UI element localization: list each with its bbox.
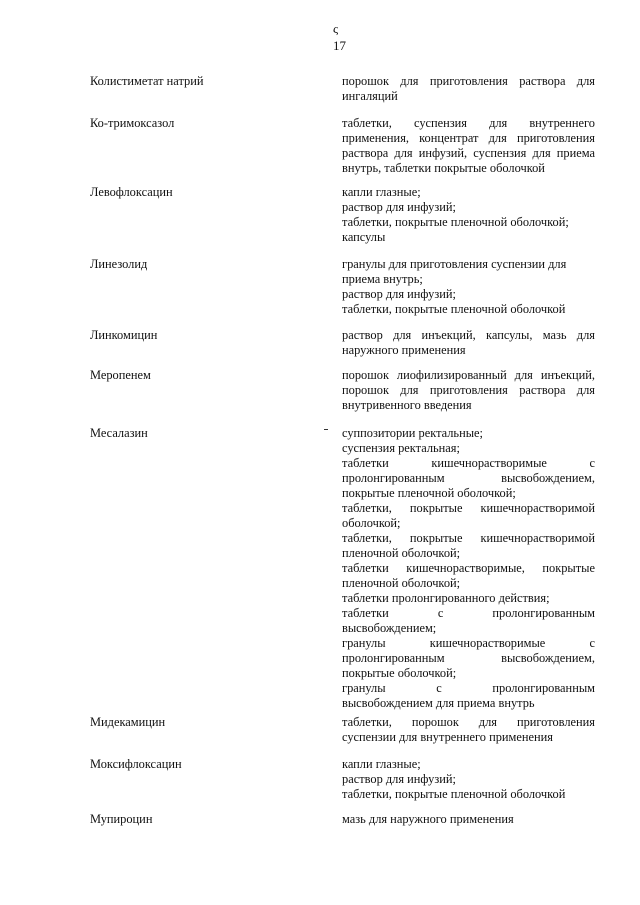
dosage-form-line: суспензии для внутреннего применения: [342, 730, 553, 744]
dosage-forms: [342, 757, 595, 802]
dosage-forms: [342, 715, 595, 745]
dosage-form-line: таблетки пролонгированного действия;: [342, 591, 550, 605]
dosage-form-line: внутрь, таблетки покрытые оболочкой: [342, 161, 545, 175]
dosage-forms: [342, 185, 595, 245]
dosage-form-line: таблетки, покрытые кишечнорастворимой: [342, 501, 595, 515]
dosage-form-line: порошок для приготовления раствора для: [342, 74, 595, 88]
drug-name: Левофлоксацин: [90, 185, 173, 199]
dosage-form-line: таблетки, покрытые пленочной оболочкой: [342, 787, 566, 801]
dosage-form-line: гранулы кишечнорастворимые с: [342, 636, 595, 650]
dosage-form-line: гранулы для приготовления суспензии для: [342, 257, 567, 271]
page-number: 17: [333, 38, 346, 53]
dosage-form-line: высвобождением для приема внутрь: [342, 696, 535, 710]
drug-name: Линезолид: [90, 257, 148, 271]
dosage-form-line: таблетки, покрытые кишечнорастворимой: [342, 531, 595, 545]
dosage-form-line: таблетки с пролонгированным: [342, 606, 595, 620]
dosage-form-line: раствора для инфузий, суспензия для приема: [342, 146, 595, 160]
dosage-form-line: оболочкой;: [342, 516, 401, 530]
dosage-form-line: раствор для инъекций, капсулы, мазь для: [342, 328, 595, 342]
dosage-form-line: покрытые пленочной оболочкой;: [342, 486, 516, 500]
dosage-form-line: внутривенного введения: [342, 398, 472, 412]
dosage-form-line: гранулы с пролонгированным: [342, 681, 595, 695]
dosage-form-line: капсулы: [342, 230, 386, 244]
dosage-form-line: таблетки, суспензия для внутреннего: [342, 116, 595, 130]
dosage-form-line: высвобождением;: [342, 621, 437, 635]
header-mark: ς: [333, 21, 339, 36]
dosage-forms: [342, 74, 595, 104]
dosage-form-line: порошок для приготовления раствора для: [342, 383, 595, 397]
dosage-form-line: наружного применения: [342, 343, 466, 357]
drug-name: Линкомицин: [90, 328, 158, 342]
dosage-forms: [342, 328, 595, 358]
dosage-form-line: пленочной оболочкой;: [342, 576, 461, 590]
drug-name: Ко-тримоксазол: [90, 116, 175, 130]
dosage-forms: [342, 368, 595, 413]
dosage-form-line: покрытые оболочкой;: [342, 666, 457, 680]
dosage-form-line: таблетки кишечнорастворимые с: [342, 456, 595, 470]
dosage-form-line: суспензия ректальная;: [342, 441, 460, 455]
dosage-form-line: таблетки, порошок для приготовления: [342, 715, 595, 729]
dosage-form-line: капли глазные;: [342, 757, 421, 771]
drug-name: Месалазин: [90, 426, 148, 440]
drug-name: Меропенем: [90, 368, 151, 382]
dosage-form-line: применения, концентрат для приготовления: [342, 131, 595, 145]
dosage-form-line: порошок лиофилизированный для инъекций,: [342, 368, 595, 382]
dosage-forms: [342, 426, 595, 711]
drug-name: Колистиметат натрий: [90, 74, 204, 88]
dosage-forms: [342, 257, 595, 317]
dosage-form-line: таблетки, покрытые пленочной оболочкой: [342, 302, 566, 316]
dosage-form-line: мазь для наружного применения: [342, 812, 514, 826]
dosage-form-line: таблетки, покрытые пленочной оболочкой;: [342, 215, 569, 229]
dosage-form-line: пленочной оболочкой;: [342, 546, 461, 560]
drug-name: Моксифлоксацин: [90, 757, 182, 771]
dosage-form-line: раствор для инфузий;: [342, 200, 456, 214]
dosage-form-line: приема внутрь;: [342, 272, 423, 286]
dosage-form-line: таблетки кишечнорастворимые, покрытые: [342, 561, 595, 575]
dosage-forms: [342, 116, 595, 176]
drug-name: Мидекамицин: [90, 715, 166, 729]
dosage-form-line: капли глазные;: [342, 185, 421, 199]
dosage-form-line: суппозитории ректальные;: [342, 426, 483, 440]
dosage-form-line: ингаляций: [342, 89, 398, 103]
dosage-form-line: раствор для инфузий;: [342, 772, 456, 786]
drug-name: Мупироцин: [90, 812, 153, 826]
dosage-form-line: раствор для инфузий;: [342, 287, 456, 301]
dosage-form-line: пролонгированным высвобождением,: [342, 651, 595, 665]
stray-dash: [324, 429, 328, 430]
dosage-forms: [342, 812, 595, 827]
dosage-form-line: пролонгированным высвобождением,: [342, 471, 595, 485]
